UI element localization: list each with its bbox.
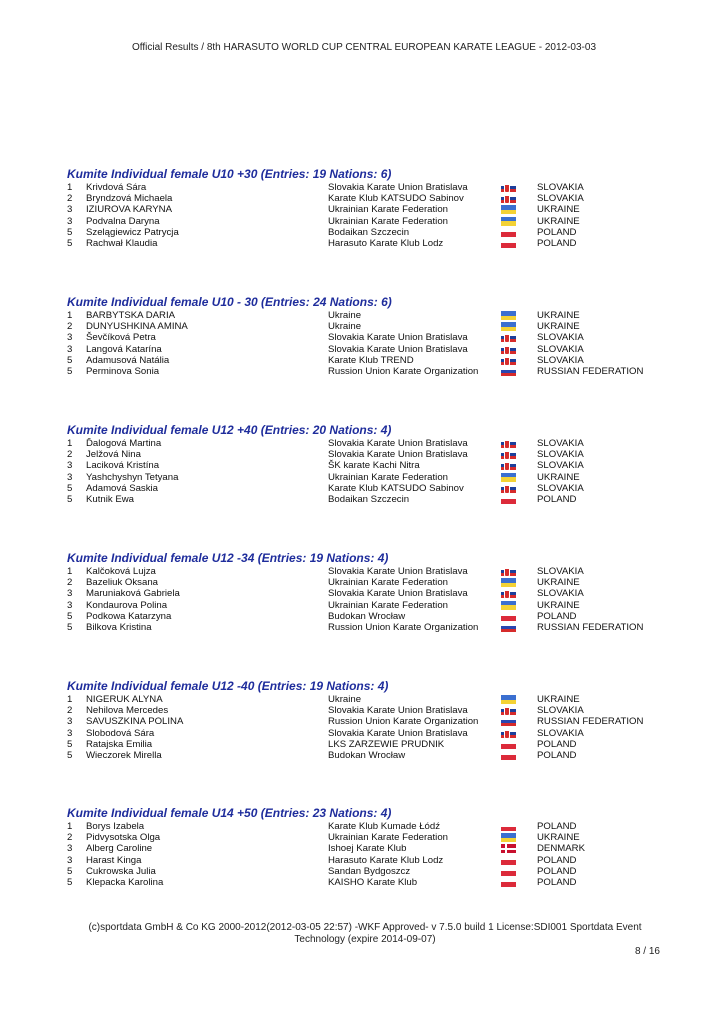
athlete-name: Kondaurova Polina [86, 599, 168, 611]
result-row [67, 310, 667, 321]
athlete-name: SAVUSZKINA POLINA [86, 716, 184, 728]
athlete-name: Pidvysotska Olga [86, 832, 161, 844]
rank-cell: 1 [67, 438, 73, 449]
country-name: RUSSIAN FEDERATION [537, 621, 644, 633]
club-name: Ukrainian Karate Federation [328, 471, 448, 483]
country-name: UKRAINE [537, 321, 580, 333]
flag-ukr-icon [501, 578, 516, 587]
club-name: Budokan Wrocław [328, 749, 406, 761]
flag-svk-icon [501, 194, 516, 203]
country-name: UKRAINE [537, 471, 580, 483]
section-title: Kumite Individual female U14 +50 (Entries: 23 Nations: 4) [67, 806, 392, 820]
result-row [67, 832, 667, 843]
rank-cell: 3 [67, 727, 73, 739]
result-section [67, 550, 667, 633]
result-section [67, 805, 667, 888]
footer-copyright: (c)sportdata GmbH & Co KG 2000-2012(2012-03-05 22:57) -WKF Approved- v 7.5.0 build 1 License:SDI001 Sportdata Event Technology (expire 2014-09-07) [88, 922, 642, 945]
flag-den-icon [501, 844, 516, 853]
athlete-name: Rachwał Klaudia [86, 237, 158, 249]
flag-svk-icon [501, 333, 516, 342]
athlete-name: DUNYUSHKINA AMINA [86, 321, 188, 333]
club-name: LKS ZARZEWIE PRUDNIK [328, 738, 445, 750]
country-name: POLAND [537, 749, 577, 761]
country-name: SLOVAKIA [537, 588, 584, 600]
flag-svk-icon [501, 567, 516, 576]
athlete-name: BARBYTSKA DARIA [86, 310, 176, 321]
result-row [67, 821, 667, 832]
club-name: Slovakia Karate Union Bratislava [328, 182, 468, 193]
country-name: RUSSIAN FEDERATION [537, 365, 644, 377]
country-name: UKRAINE [537, 204, 580, 216]
rank-cell: 3 [67, 460, 73, 472]
result-row [67, 694, 667, 705]
result-row [67, 238, 667, 249]
flag-pol-icon [501, 822, 516, 831]
flag-svk-icon [501, 439, 516, 448]
section-title: Kumite Individual female U12 +40 (Entries: 20 Nations: 4) [67, 423, 392, 437]
athlete-name: Slobodová Sára [86, 727, 155, 739]
rank-cell: 5 [67, 738, 73, 750]
club-name: Karate Klub KATSUDO Sabinov [328, 482, 464, 494]
rank-cell: 3 [67, 843, 73, 855]
result-row [67, 344, 667, 355]
athlete-name: Krivdová Sára [86, 182, 147, 193]
athlete-name: Langová Katarína [86, 343, 162, 355]
country-name: POLAND [537, 854, 577, 866]
club-name: Sandan Bydgoszcz [328, 865, 411, 877]
result-row [67, 728, 667, 739]
flag-svk-icon [501, 345, 516, 354]
country-name: UKRAINE [537, 577, 580, 589]
result-row [67, 204, 667, 215]
flag-pol-icon [501, 239, 516, 248]
rank-cell: 1 [67, 821, 73, 832]
club-name: Ukrainian Karate Federation [328, 577, 448, 589]
athlete-name: Bryndzová Michaela [86, 193, 173, 205]
rank-cell: 5 [67, 226, 73, 238]
flag-svk-icon [501, 706, 516, 715]
flag-ukr-icon [501, 217, 516, 226]
country-name: SLOVAKIA [537, 438, 584, 449]
club-name: Ishoej Karate Klub [328, 843, 407, 855]
rank-cell: 1 [67, 310, 73, 321]
athlete-name: Cukrowska Julia [86, 865, 156, 877]
rank-cell: 5 [67, 482, 73, 494]
country-name: DENMARK [537, 843, 585, 855]
country-name: SLOVAKIA [537, 460, 584, 472]
club-name: Ukrainian Karate Federation [328, 599, 448, 611]
rank-cell: 5 [67, 621, 73, 633]
rank-cell: 5 [67, 493, 73, 505]
flag-pol-icon [501, 612, 516, 621]
athlete-name: Nehilova Mercedes [86, 705, 169, 717]
result-row [67, 716, 667, 727]
result-row [67, 843, 667, 854]
flag-pol-icon [501, 740, 516, 749]
result-row [67, 216, 667, 227]
country-name: UKRAINE [537, 599, 580, 611]
club-name: Slovakia Karate Union Bratislava [328, 566, 468, 577]
athlete-name: Ďalogová Martina [86, 438, 162, 449]
flag-rus-icon [501, 623, 516, 632]
club-name: Karate Klub Kumade Łódź [328, 821, 441, 832]
club-name: Ukrainian Karate Federation [328, 832, 448, 844]
rank-cell: 2 [67, 449, 73, 461]
country-name: SLOVAKIA [537, 705, 584, 717]
result-row [67, 866, 667, 877]
flag-ukr-icon [501, 695, 516, 704]
athlete-name: Klepacka Karolina [86, 876, 164, 888]
club-name: Bodaikan Szczecin [328, 493, 410, 505]
flag-svk-icon [501, 461, 516, 470]
flag-pol-icon [501, 228, 516, 237]
athlete-name: Wieczorek Mirella [86, 749, 162, 761]
flag-ukr-icon [501, 833, 516, 842]
athlete-name: Adamová Saskia [86, 482, 158, 494]
athlete-name: Bazeliuk Oksana [86, 577, 158, 589]
result-section [67, 422, 667, 505]
athlete-name: Laciková Kristína [86, 460, 160, 472]
flag-rus-icon [501, 717, 516, 726]
flag-svk-icon [501, 589, 516, 598]
rank-cell: 3 [67, 471, 73, 483]
rank-cell: 3 [67, 599, 73, 611]
country-name: UKRAINE [537, 215, 580, 227]
country-name: SLOVAKIA [537, 332, 584, 344]
rank-cell: 2 [67, 832, 73, 844]
result-row [67, 366, 667, 377]
club-name: Ukraine [328, 694, 362, 705]
rank-cell: 3 [67, 588, 73, 600]
club-name: Budokan Wrocław [328, 610, 406, 622]
rank-cell: 3 [67, 204, 73, 216]
result-row [67, 611, 667, 622]
club-name: Ukrainian Karate Federation [328, 204, 448, 216]
country-name: SLOVAKIA [537, 182, 584, 193]
result-row [67, 494, 667, 505]
athlete-name: Perminova Sonia [86, 365, 160, 377]
result-row [67, 472, 667, 483]
club-name: Ukraine [328, 321, 362, 333]
athlete-name: Kutnik Ewa [86, 493, 134, 505]
result-row [67, 182, 667, 193]
result-row [67, 355, 667, 366]
club-name: Ukraine [328, 310, 362, 321]
result-row [67, 438, 667, 449]
flag-pol-icon [501, 878, 516, 887]
club-name: Slovakia Karate Union Bratislava [328, 343, 468, 355]
country-name: POLAND [537, 876, 577, 888]
club-name: Russion Union Karate Organization [328, 621, 479, 633]
club-name: Karate Klub KATSUDO Sabinov [328, 193, 464, 205]
club-name: Karate Klub TREND [328, 354, 414, 366]
country-name: POLAND [537, 738, 577, 750]
athlete-name: Bilkova Kristina [86, 621, 152, 633]
document-header: Official Results / 8th HARASUTO WORLD CUP CENTRAL EUROPEAN KARATE LEAGUE - 2012-03-03 [131, 42, 597, 53]
flag-ukr-icon [501, 322, 516, 331]
athlete-name: Adamusová Natália [86, 354, 170, 366]
flag-pol-icon [501, 856, 516, 865]
country-name: UKRAINE [537, 310, 580, 321]
rank-cell: 3 [67, 332, 73, 344]
result-row [67, 705, 667, 716]
result-row [67, 577, 667, 588]
athlete-name: Yashchyshyn Tetyana [86, 471, 179, 483]
club-name: Harasuto Karate Klub Lodz [328, 854, 444, 866]
country-name: SLOVAKIA [537, 449, 584, 461]
result-section [67, 166, 667, 249]
country-name: SLOVAKIA [537, 354, 584, 366]
rank-cell: 3 [67, 716, 73, 728]
country-name: POLAND [537, 493, 577, 505]
section-title: Kumite Individual female U12 -40 (Entries: 19 Nations: 4) [67, 679, 389, 693]
club-name: Slovakia Karate Union Bratislava [328, 705, 468, 717]
result-section [67, 678, 667, 761]
club-name: KAISHO Karate Klub [328, 876, 418, 888]
club-name: Ukrainian Karate Federation [328, 215, 448, 227]
country-name: RUSSIAN FEDERATION [537, 716, 644, 728]
result-row [67, 855, 667, 866]
athlete-name: Szelągiewicz Patrycja [86, 226, 179, 238]
flag-ukr-icon [501, 601, 516, 610]
country-name: SLOVAKIA [537, 343, 584, 355]
result-row [67, 566, 667, 577]
section-title: Kumite Individual female U10 - 30 (Entries: 24 Nations: 6) [67, 295, 392, 309]
section-title: Kumite Individual female U12 -34 (Entries: 19 Nations: 4) [67, 551, 389, 565]
athlete-name: Kalčoková Lujza [86, 566, 156, 577]
flag-svk-icon [501, 729, 516, 738]
rank-cell: 3 [67, 854, 73, 866]
athlete-name: Maruniaková Gabriela [86, 588, 180, 600]
country-name: UKRAINE [537, 832, 580, 844]
flag-ukr-icon [501, 311, 516, 320]
athlete-name: Harast Kinga [86, 854, 142, 866]
result-row [67, 449, 667, 460]
section-title: Kumite Individual female U10 +30 (Entries: 19 Nations: 6) [67, 167, 392, 181]
rank-cell: 5 [67, 365, 73, 377]
result-row [67, 588, 667, 599]
club-name: Slovakia Karate Union Bratislava [328, 438, 468, 449]
country-name: POLAND [537, 821, 577, 832]
athlete-name: NIGERUK ALYNA [86, 694, 163, 705]
country-name: POLAND [537, 237, 577, 249]
club-name: Slovakia Karate Union Bratislava [328, 332, 468, 344]
country-name: SLOVAKIA [537, 193, 584, 205]
athlete-name: Ratajska Emilia [86, 738, 153, 750]
result-row [67, 600, 667, 611]
flag-pol-icon [501, 495, 516, 504]
rank-cell: 1 [67, 694, 73, 705]
athlete-name: Podkowa Katarzyna [86, 610, 172, 622]
rank-cell: 2 [67, 705, 73, 717]
country-name: SLOVAKIA [537, 727, 584, 739]
result-row [67, 877, 667, 888]
flag-ukr-icon [501, 205, 516, 214]
athlete-name: Jelžová Nina [86, 449, 141, 461]
flag-pol-icon [501, 867, 516, 876]
country-name: UKRAINE [537, 694, 580, 705]
result-row [67, 483, 667, 494]
rank-cell: 5 [67, 354, 73, 366]
club-name: Slovakia Karate Union Bratislava [328, 727, 468, 739]
result-section [67, 294, 667, 377]
rank-cell: 5 [67, 749, 73, 761]
country-name: SLOVAKIA [537, 566, 584, 577]
rank-cell: 1 [67, 182, 73, 193]
flag-svk-icon [501, 450, 516, 459]
club-name: Russion Union Karate Organization [328, 365, 479, 377]
rank-cell: 3 [67, 215, 73, 227]
flag-svk-icon [501, 484, 516, 493]
result-row [67, 750, 667, 761]
country-name: POLAND [537, 610, 577, 622]
country-name: POLAND [537, 865, 577, 877]
result-row [67, 193, 667, 204]
flag-pol-icon [501, 751, 516, 760]
athlete-name: Podvalna Daryna [86, 215, 160, 227]
athlete-name: Alberg Caroline [86, 843, 153, 855]
athlete-name: IZIUROVA KARYNA [86, 204, 173, 216]
rank-cell: 3 [67, 343, 73, 355]
club-name: Slovakia Karate Union Bratislava [328, 588, 468, 600]
rank-cell: 2 [67, 321, 73, 333]
result-row [67, 227, 667, 238]
flag-svk-icon [501, 356, 516, 365]
rank-cell: 5 [67, 876, 73, 888]
country-name: POLAND [537, 226, 577, 238]
rank-cell: 5 [67, 610, 73, 622]
rank-cell: 2 [67, 193, 73, 205]
club-name: Bodaikan Szczecin [328, 226, 410, 238]
flag-ukr-icon [501, 473, 516, 482]
athlete-name: Ševčíková Petra [86, 332, 156, 344]
club-name: Russion Union Karate Organization [328, 716, 479, 728]
club-name: Slovakia Karate Union Bratislava [328, 449, 468, 461]
rank-cell: 1 [67, 566, 73, 577]
rank-cell: 5 [67, 865, 73, 877]
flag-rus-icon [501, 367, 516, 376]
result-row [67, 321, 667, 332]
club-name: ŠK karate Kachi Nitra [328, 460, 420, 472]
result-row [67, 622, 667, 633]
flag-svk-icon [501, 183, 516, 192]
rank-cell: 5 [67, 237, 73, 249]
page-number: 8 / 16 [634, 946, 660, 957]
athlete-name: Borys Izabela [86, 821, 145, 832]
result-row [67, 739, 667, 750]
country-name: SLOVAKIA [537, 482, 584, 494]
club-name: Harasuto Karate Klub Lodz [328, 237, 444, 249]
result-row [67, 332, 667, 343]
result-row [67, 460, 667, 471]
rank-cell: 2 [67, 577, 73, 589]
